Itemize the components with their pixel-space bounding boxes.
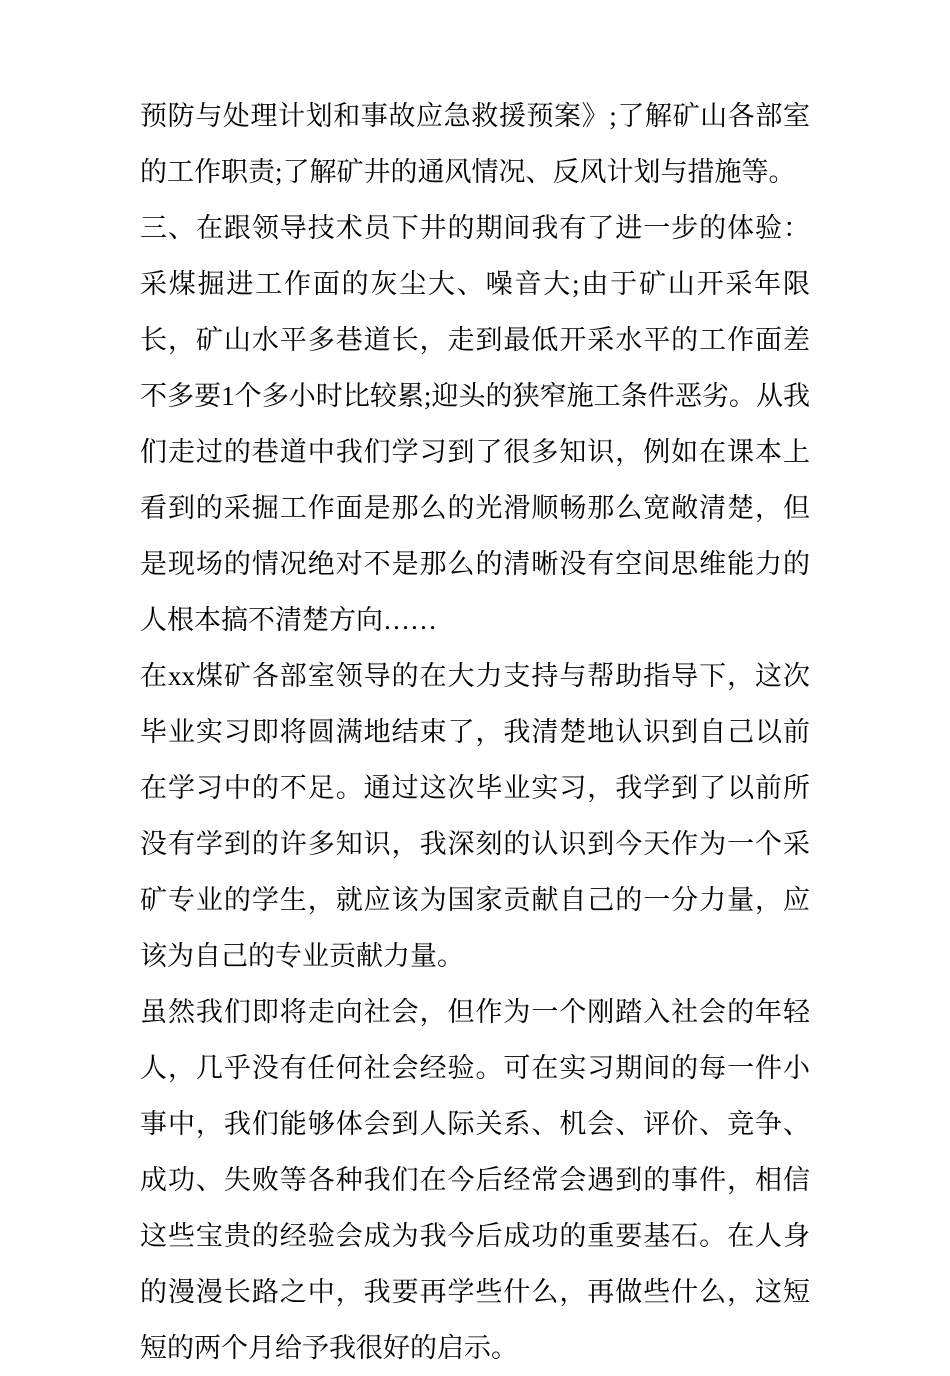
paragraph: 虽然我们即将走向社会，但作为一个刚踏入社会的年轻人，几乎没有任何社会经验。可在实习期间的每一件小事中，我们能够体会到人际关系、机会、评价、竞争、成功、失败等各种我们在今后经常会遇到的事件，相信这些宝贵的经验会成为我今后成功的重要基石。在人身的漫漫长路之中，我要再学些什么，再做些什么，这短短的两个月给予我很好的启示。 xyxy=(140,997,810,1363)
document-body xyxy=(140,88,810,1376)
paragraph: 三、在跟领导技术员下井的期间我有了进一步的体验：采煤掘进工作面的灰尘大、噪音大;由于矿山开采年限长，矿山水平多巷道长，走到最低开采水平的工作面差不多要1个多小时比较累;迎头的狭窄施工条件恶劣。从我们走过的巷道中我们学习到了很多知识，例如在课本上看到的采掘工作面是那么的光滑顺畅那么宽敞清楚，但是现场的情况绝对不是那么的清晰没有空间思维能力的人根本搞不清楚方向…… xyxy=(140,213,810,635)
paragraph: 在xx煤矿各部室领导的在大力支持与帮助指导下，这次毕业实习即将圆满地结束了，我清楚地认识到自己以前在学习中的不足。通过这次毕业实习，我学到了以前所没有学到的许多知识，我深刻的认识到今天作为一个采矿专业的学生，就应该为国家贡献自己的一分力量，应该为自己的专业贡献力量。 xyxy=(140,661,810,971)
paragraph: 预防与处理计划和事故应急救援预案》;了解矿山各部室的工作职责;了解矿井的通风情况、反风计划与措施等。 xyxy=(140,101,810,187)
